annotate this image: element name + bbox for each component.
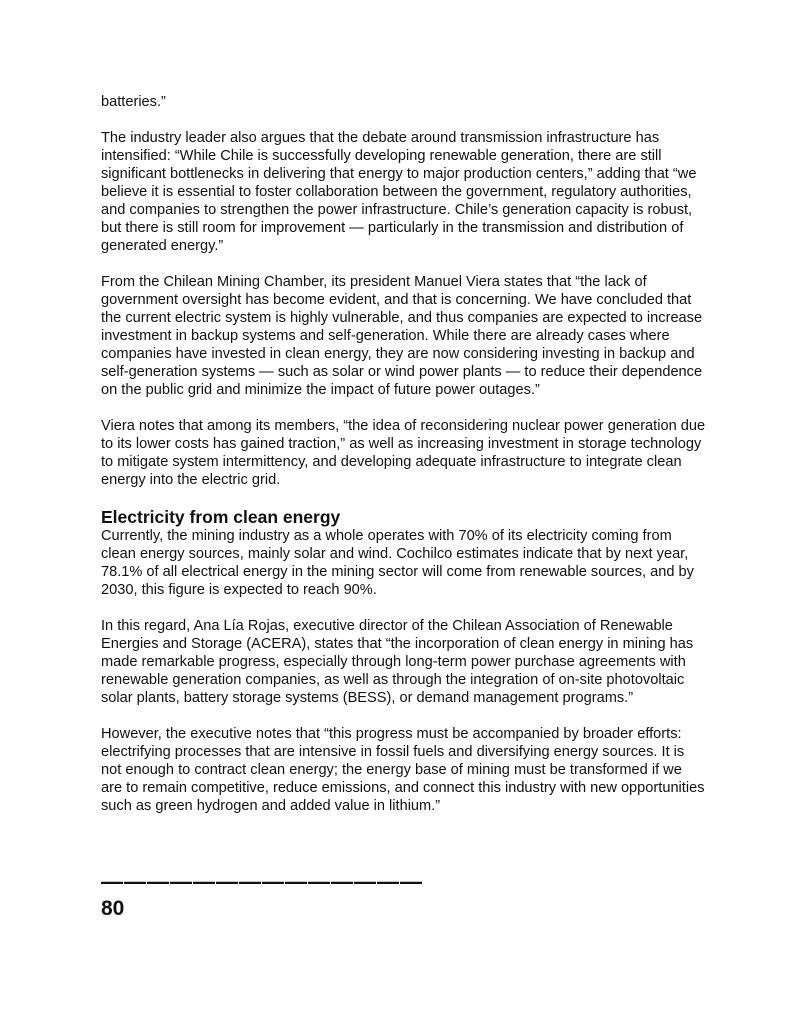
page-number: 80 <box>101 897 125 920</box>
paragraph: From the Chilean Mining Chamber, its president Manuel Viera states that “the lack of government oversight has become evident, and that is concerning. We have concluded that the current electric system is highly vulnerable, and thus companies are expected to increase investment in backup systems and self-generation. While there are already cases where companies have invested in clean energy, they are now considering investing in backup and self-generation systems — such as solar or wind power plants — to reduce their dependence on the public grid and minimize the impact of future power outages.” <box>101 274 703 398</box>
page-footer <box>101 870 423 922</box>
paragraph: Currently, the mining industry as a whole operates with 70% of its electricity coming from clean energy sources, mainly solar and wind. Cochilco estimates indicate that by next year, 78.1% of all electrical energy in the mining sector will come from renewable sources, and by 2030, this figure is expected to reach 90%. <box>101 528 694 598</box>
document-page <box>101 93 706 833</box>
paragraph: The industry leader also argues that the debate around transmission infrastructure has intensified: “While Chile is successfully developing renewable generation, there are still significant bottlenecks in delivering that energy to major production centers,” adding that “we believe it is essential to foster collaboration between the government, regulatory authorities, and companies to strengthen the power infrastructure. Chile’s generation capacity is robust, but there is still room for improvement — particularly in the transmission and distribution of generated energy.” <box>101 130 697 254</box>
paragraph: Viera notes that among its members, “the idea of reconsidering nuclear power generation due to its lower costs has gained traction,” as well as increasing investment in storage technology to mitigate system intermittency, and developing adequate infrastructure to integrate clean energy into the electric grid. <box>101 418 706 488</box>
paragraph: However, the executive notes that “this progress must be accompanied by broader efforts: electrifying processes that are intensive in fossil fuels and diversifying energy sources. It is not enough to contract clean energy; the energy base of mining must be transformed if we are to remain competitive, reduce emissions, and connect this industry with new opportunities such as green hydrogen and added value in lithium.” <box>101 726 705 814</box>
paragraph: batteries.” <box>101 94 166 110</box>
footer-divider: —————————————— <box>101 869 423 894</box>
paragraph: In this regard, Ana Lía Rojas, executive director of the Chilean Association of Renewable Energies and Storage (ACERA), states that “the incorporation of clean energy in mining has made remarkable progress, especially through long-term power purchase agreements with renewable generation companies, as well as through the integration of on-site photovoltaic solar plants, battery storage systems (BESS), or demand management programs.” <box>101 618 694 706</box>
section-heading: Electricity from clean energy <box>101 507 341 527</box>
